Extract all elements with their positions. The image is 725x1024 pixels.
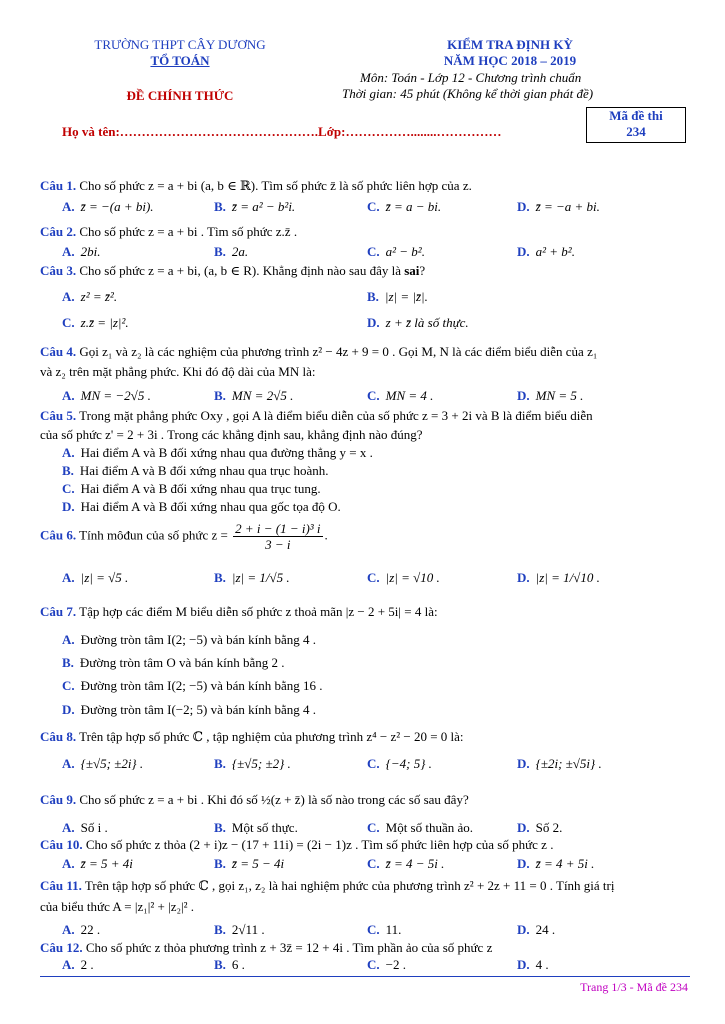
question-11-options: A. 22 . B. 2√11 . C. 11. D. 24 . bbox=[62, 922, 556, 937]
question-4-options: A. MN = −2√5 . B. MN = 2√5 . C. MN = 4 . D. MN = 5 . bbox=[62, 388, 584, 403]
option-d[interactable]: z̄ = 4 + 5i . bbox=[535, 856, 595, 871]
question-11: Câu 11. Trên tập hợp số phức ℂ , gọi z₁, z₂ là hai nghiệm phức của phương trình z² + 2z + 11 = 0 . Tính giá trị bbox=[40, 878, 615, 893]
option-c[interactable]: {−4; 5} . bbox=[385, 756, 432, 771]
question-2: Câu 2. Cho số phức z = a + bi . Tìm số phức z.z̄ . bbox=[40, 224, 298, 239]
question-3: Câu 3. Cho số phức z = a + bi, (a, b ∈ R). Khẳng định nào sau đây là sai? bbox=[40, 263, 426, 278]
question-5-option-c[interactable]: C. Hai điểm A và B đối xứng nhau qua trục tung. bbox=[62, 481, 321, 496]
question-7-option-b[interactable]: B. Đường tròn tâm O và bán kính bằng 2 . bbox=[62, 655, 285, 670]
option-a[interactable]: 2bi. bbox=[80, 244, 101, 259]
option-a[interactable]: {±√5; ±2i} . bbox=[80, 756, 144, 771]
question-8-options: A. {±√5; ±2i} . B. {±√5; ±2} . C. {−4; 5} . D. {±2i; ±√5i} . bbox=[62, 756, 602, 771]
question-10-options: A. z̄ = 5 + 4i B. z̄ = 5 − 4i C. z̄ = 4 − 5i . D. z̄ = 4 + 5i . bbox=[62, 856, 595, 871]
question-9-options: A. Số i . B. Một số thực. C. Một số thuần ảo. D. Số 2. bbox=[62, 820, 563, 835]
official-label: ĐỀ CHÍNH THỨC bbox=[126, 88, 234, 103]
question-1-options: A. z̄ = −(a + bi). B. z̄ = a² − b²i. C. z̄ = a − bi. D. z̄ = −a + bi. bbox=[62, 199, 600, 214]
question-5-option-d[interactable]: D. Hai điểm A và B đối xứng nhau qua gốc tọa độ O. bbox=[62, 499, 341, 514]
exam-code-box bbox=[586, 107, 686, 143]
option-d[interactable]: MN = 5 . bbox=[535, 388, 584, 403]
dept-name: TỔ TOÁN bbox=[150, 53, 210, 68]
option-a[interactable]: 2 . bbox=[80, 957, 94, 972]
option-d[interactable]: |z| = 1/√10 . bbox=[535, 570, 600, 585]
exam-code-label: Mã đề thi bbox=[609, 108, 663, 123]
question-7-option-c[interactable]: C. Đường tròn tâm I(2; −5) và bán kính bằng 16 . bbox=[62, 678, 323, 693]
option-b[interactable]: {±√5; ±2} . bbox=[231, 756, 291, 771]
page-footer: Trang 1/3 - Mã đề 234 bbox=[580, 980, 688, 994]
option-b[interactable]: 2a. bbox=[231, 244, 249, 259]
option-b[interactable]: |z| = |z̄|. bbox=[384, 289, 428, 304]
exam-title: KIỂM TRA ĐỊNH KỲ bbox=[447, 37, 573, 52]
time-line: Thời gian: 45 phút (Không kể thời gian phát đề) bbox=[342, 86, 594, 101]
question-7-option-d[interactable]: D. Đường tròn tâm I(−2; 5) và bán kính bằng 4 . bbox=[62, 702, 316, 717]
option-c[interactable]: Một số thuần ảo. bbox=[385, 820, 474, 835]
question-5-option-b[interactable]: B. Hai điểm A và B đối xứng nhau qua trục hoành. bbox=[62, 463, 329, 478]
option-d[interactable]: z̄ = −a + bi. bbox=[535, 199, 600, 214]
option-c[interactable]: MN = 4 . bbox=[385, 388, 434, 403]
option-d[interactable]: 24 . bbox=[535, 922, 556, 937]
option-a[interactable]: MN = −2√5 . bbox=[80, 388, 151, 403]
option-a[interactable]: 22 . bbox=[80, 922, 101, 937]
school-name: TRƯỜNG THPT CÂY DƯƠNG bbox=[94, 37, 266, 52]
question-2-options: A. 2bi. B. 2a. C. a² − b². D. a² + b². bbox=[62, 244, 575, 259]
option-b[interactable]: Một số thực. bbox=[231, 820, 298, 835]
option-d[interactable]: {±2i; ±√5i} . bbox=[535, 756, 602, 771]
option-d[interactable]: Số 2. bbox=[535, 820, 563, 835]
option-a[interactable]: z̄ = 5 + 4i bbox=[80, 856, 133, 871]
question-7-option-a[interactable]: A. Đường tròn tâm I(2; −5) và bán kính bằng 4 . bbox=[62, 632, 316, 647]
option-c[interactable]: z̄ = 4 − 5i . bbox=[385, 856, 445, 871]
question-10: Câu 10. Cho số phức z thỏa (2 + i)z − (17 + 11i) = (2i − 1)z . Tìm số phức liên hợp của số phức z . bbox=[40, 837, 554, 852]
exam-code-value: 234 bbox=[626, 124, 646, 139]
question-4: Câu 4. Gọi z₁ và z₂ là các nghiệm của phương trình z² − 4z + 9 = 0 . Gọi M, N là các điểm biểu diễn của z₁ bbox=[40, 344, 598, 359]
option-c[interactable]: z̄ = a − bi. bbox=[385, 199, 442, 214]
question-5: Câu 5. Trong mặt phẳng phức Oxy , gọi A là điểm biểu diễn của số phức z = 3 + 2i và B là điểm biểu diễn bbox=[40, 408, 593, 423]
question-1: Câu 1. Cho số phức z = a + bi (a, b ∈ ℝ). Tìm số phức z̄ là số phức liên hợp của z. bbox=[40, 178, 472, 193]
option-d[interactable]: z + z̄ là số thực. bbox=[385, 315, 469, 330]
question-12: Câu 12. Cho số phức z thỏa phương trình z + 3z̄ = 12 + 4i . Tìm phần ảo của số phức z bbox=[40, 940, 493, 955]
option-b[interactable]: z̄ = a² − b²i. bbox=[231, 199, 296, 214]
question-5-line2: của số phức z' = 2 + 3i . Trong các khẳng định sau, khẳng định nào đúng? bbox=[40, 427, 423, 442]
option-b[interactable]: MN = 2√5 . bbox=[231, 388, 294, 403]
option-c[interactable]: |z| = √10 . bbox=[385, 570, 440, 585]
option-c[interactable]: z.z̄ = |z|². bbox=[80, 315, 129, 330]
question-5-option-a[interactable]: A. Hai điểm A và B đối xứng nhau qua đường thẳng y = x . bbox=[62, 445, 373, 460]
question-9: Câu 9. Cho số phức z = a + bi . Khi đó số ½(z + z̄) là số nào trong các số sau đây? bbox=[40, 792, 469, 807]
footer-divider bbox=[40, 976, 690, 977]
option-a[interactable]: z̄ = −(a + bi). bbox=[80, 199, 154, 214]
option-a[interactable]: |z| = √5 . bbox=[80, 570, 129, 585]
option-c[interactable]: −2 . bbox=[385, 957, 406, 972]
question-8: Câu 8. Trên tập hợp số phức ℂ , tập nghiệm của phương trình z⁴ − z² − 20 = 0 là: bbox=[40, 729, 464, 744]
question-4-line2: và z₂ trên mặt phẳng phức. Khi đó độ dài của MN là: bbox=[40, 364, 316, 379]
option-a[interactable]: z² = z̄². bbox=[80, 289, 118, 304]
option-c[interactable]: a² − b². bbox=[385, 244, 425, 259]
q6-fraction: $\frac{\text{2 + i − (1 − i)³ i}}{3 - i}$ bbox=[235, 521, 321, 552]
question-12-options: A. 2 . B. 6 . C. −2 . D. 4 . bbox=[62, 957, 549, 972]
option-d[interactable]: 4 . bbox=[535, 957, 549, 972]
question-7: Câu 7. Tập hợp các điểm M biểu diễn số phức z thoả mãn |z − 2 + 5i| = 4 là: bbox=[40, 604, 438, 619]
option-b[interactable]: 6 . bbox=[231, 957, 245, 972]
option-a[interactable]: Số i . bbox=[80, 820, 108, 835]
subject-line: Môn: Toán - Lớp 12 - Chương trình chuẩn bbox=[360, 70, 582, 85]
option-b[interactable]: z̄ = 5 − 4i bbox=[231, 856, 285, 871]
option-d[interactable]: a² + b². bbox=[535, 244, 575, 259]
question-11-line2: của biểu thức A = |z₁|² + |z₂|² . bbox=[40, 899, 195, 914]
question-6-options: A. |z| = √5 . B. |z| = 1/√5 . C. |z| = √10 . D. |z| = 1/√10 . bbox=[62, 570, 600, 585]
option-b[interactable]: 2√11 . bbox=[231, 922, 265, 937]
question-6: Câu 6. Tính môđun của số phức z = $\frac{\text{2 + i − (1 − i)³ i}}{3 - i}$ . bbox=[40, 521, 328, 552]
name-class-line: Họ và tên:……………………………………….Lớp:……………........…………… bbox=[62, 124, 502, 139]
option-c[interactable]: 11. bbox=[385, 922, 402, 937]
question-3-options-row2: C. z.z̄ = |z|². D. z + z̄ là số thực. bbox=[62, 315, 469, 330]
school-year: NĂM HỌC 2018 – 2019 bbox=[443, 53, 577, 68]
question-3-options-row1: A. z² = z̄². B. |z| = |z̄|. bbox=[62, 289, 428, 304]
option-b[interactable]: |z| = 1/√5 . bbox=[231, 570, 290, 585]
